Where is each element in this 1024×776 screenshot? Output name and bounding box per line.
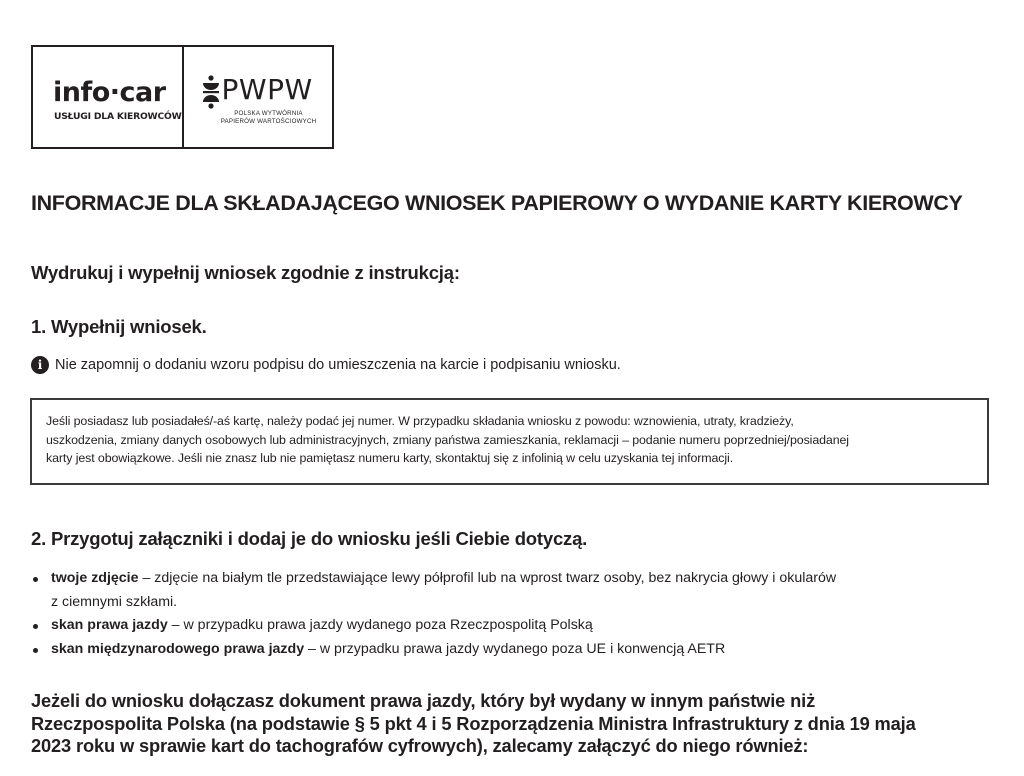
signature-note-text: Nie zapomnij o dodaniu wzoru podpisu do umieszczenia na karcie i podpisaniu wniosku. bbox=[55, 357, 621, 373]
logo-header bbox=[31, 45, 334, 149]
foreign-license-paragraph bbox=[31, 690, 916, 758]
infocar-logo bbox=[33, 47, 182, 147]
signature-note bbox=[31, 356, 621, 374]
paragraph-line: 2023 roku w sprawie kart do tachografów cyfrowych), zalecamy załączyć do niego również: bbox=[31, 735, 809, 756]
list-item bbox=[31, 614, 836, 638]
list-item-term: twoje zdjęcie bbox=[51, 570, 139, 586]
list-item bbox=[31, 638, 836, 662]
list-item-term: skan międzynarodowego prawa jazdy bbox=[51, 640, 305, 657]
info-icon: i bbox=[31, 356, 49, 374]
page-title: INFORMACJE DLA SKŁADAJĄCEGO WNIOSEK PAPIEROWY O WYDANIE KARTY KIEROWCY bbox=[31, 191, 963, 215]
paragraph-line: Jeżeli do wniosku dołączasz dokument prawa jazdy, który był wydany w innym państwie niż bbox=[31, 690, 816, 711]
list-item-text: – w przypadku prawa jazdy wydanego poza Rzeczpospolitą Polską bbox=[167, 617, 593, 633]
pwpw-logo-subtitle bbox=[214, 110, 324, 126]
info-box-line: Jeśli posiadasz lub posiadałeś/-aś kartę, należy podać jej numer. W przypadku składania wniosku z powodu: wznowienia, utraty, kradzieży, bbox=[46, 414, 794, 428]
intro-heading: Wydrukuj i wypełnij wniosek zgodnie z instrukcją: bbox=[31, 262, 460, 283]
list-item-term: skan prawa jazdy bbox=[51, 617, 168, 633]
pwpw-logo-line1: POLSKA WYTWÓRNIA bbox=[234, 110, 303, 117]
list-item-continuation: z ciemnymi szkłami. bbox=[51, 593, 178, 610]
infocar-logo-tagline: USŁUGI DLA KIEROWCÓW bbox=[54, 111, 182, 122]
step2-heading: 2. Przygotuj załączniki i dodaj je do wniosku jeśli Ciebie dotyczą. bbox=[31, 528, 588, 549]
list-item-text: – zdjęcie na białym tle przedstawiające lewy półprofil lub na wprost twarz osoby, bez nakrycia głowy i okularów bbox=[138, 570, 837, 586]
infocar-logo-name: info·car bbox=[53, 77, 166, 108]
pwpw-logo-line2: PAPIERÓW WARTOŚCIOWYCH bbox=[220, 118, 317, 125]
pwpw-logo-name: PWPW bbox=[221, 73, 313, 106]
list-item bbox=[31, 567, 836, 614]
attachments-list bbox=[31, 567, 836, 661]
pwpw-emblem-icon bbox=[202, 75, 220, 109]
info-box-line: uszkodzenia, zmiany danych osobowych lub administracyjnych, zmiany państwa zamieszkania, reklamacji – podanie numeru poprzedniej/posiadanej bbox=[46, 432, 849, 447]
step1-heading: 1. Wypełnij wniosek. bbox=[31, 316, 207, 337]
paragraph-line: Rzeczpospolita Polska (na podstawie § 5 pkt 4 i 5 Rozporządzenia Ministra Infrastruktury z dnia 19 maja bbox=[31, 712, 916, 734]
pwpw-logo bbox=[182, 47, 333, 147]
list-item-text: – w przypadku prawa jazdy wydanego poza UE i konwencją AETR bbox=[304, 640, 726, 657]
info-box-line: karty jest obowiązkowe. Jeśli nie znasz lub nie pamiętasz numeru karty, skontaktuj się z infolinią w celu uzyskania tej informacji. bbox=[46, 451, 734, 465]
card-number-info-box bbox=[30, 398, 989, 485]
